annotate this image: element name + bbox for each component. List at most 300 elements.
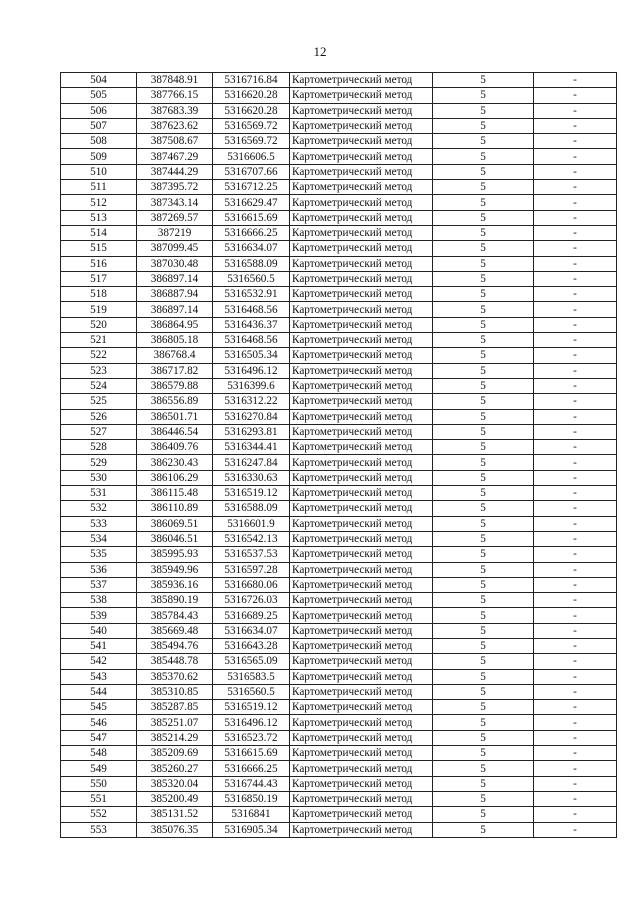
- method-cell: Картометрический метод: [290, 317, 433, 332]
- method-cell: Картометрический метод: [290, 715, 433, 730]
- y-coordinate-cell: 5316666.25: [213, 225, 290, 240]
- accuracy-cell: 5: [433, 486, 534, 501]
- accuracy-cell: 5: [433, 562, 534, 577]
- point-number-cell: 520: [61, 317, 137, 332]
- y-coordinate-cell: 5316436.37: [213, 317, 290, 332]
- coordinates-table: [60, 72, 617, 838]
- method-cell: Картометрический метод: [290, 348, 433, 363]
- y-coordinate-cell: 5316716.84: [213, 73, 290, 88]
- x-coordinate-cell: 386717.82: [137, 363, 213, 378]
- accuracy-cell: 5: [433, 164, 534, 179]
- accuracy-cell: 5: [433, 73, 534, 88]
- method-cell: Картометрический метод: [290, 440, 433, 455]
- table-row: [61, 378, 617, 393]
- accuracy-cell: 5: [433, 669, 534, 684]
- x-coordinate-cell: 386579.88: [137, 378, 213, 393]
- table-row: [61, 516, 617, 531]
- method-cell: Картометрический метод: [290, 103, 433, 118]
- point-number-cell: 536: [61, 562, 137, 577]
- note-cell: -: [534, 715, 617, 730]
- table-row: [61, 776, 617, 791]
- note-cell: -: [534, 118, 617, 133]
- method-cell: Картометрический метод: [290, 501, 433, 516]
- x-coordinate-cell: 386409.76: [137, 440, 213, 455]
- point-number-cell: 509: [61, 149, 137, 164]
- point-number-cell: 534: [61, 531, 137, 546]
- x-coordinate-cell: 386805.18: [137, 333, 213, 348]
- point-number-cell: 524: [61, 378, 137, 393]
- y-coordinate-cell: 5316270.84: [213, 409, 290, 424]
- table-row: [61, 577, 617, 592]
- x-coordinate-cell: 386768.4: [137, 348, 213, 363]
- point-number-cell: 517: [61, 271, 137, 286]
- y-coordinate-cell: 5316519.12: [213, 486, 290, 501]
- table-row: [61, 409, 617, 424]
- x-coordinate-cell: 385076.35: [137, 822, 213, 837]
- accuracy-cell: 5: [433, 684, 534, 699]
- accuracy-cell: 5: [433, 623, 534, 638]
- x-coordinate-cell: 385131.52: [137, 807, 213, 822]
- table-row: [61, 822, 617, 837]
- note-cell: -: [534, 822, 617, 837]
- accuracy-cell: 5: [433, 654, 534, 669]
- method-cell: Картометрический метод: [290, 241, 433, 256]
- table-row: [61, 180, 617, 195]
- note-cell: -: [534, 394, 617, 409]
- accuracy-cell: 5: [433, 378, 534, 393]
- y-coordinate-cell: 5316601.9: [213, 516, 290, 531]
- note-cell: -: [534, 88, 617, 103]
- accuracy-cell: 5: [433, 501, 534, 516]
- note-cell: -: [534, 348, 617, 363]
- point-number-cell: 507: [61, 118, 137, 133]
- method-cell: Картометрический метод: [290, 409, 433, 424]
- accuracy-cell: 5: [433, 807, 534, 822]
- y-coordinate-cell: 5316496.12: [213, 363, 290, 378]
- table-row: [61, 271, 617, 286]
- method-cell: Картометрический метод: [290, 593, 433, 608]
- note-cell: -: [534, 486, 617, 501]
- method-cell: Картометрический метод: [290, 73, 433, 88]
- note-cell: -: [534, 700, 617, 715]
- table-row: [61, 623, 617, 638]
- accuracy-cell: 5: [433, 516, 534, 531]
- table-row: [61, 424, 617, 439]
- method-cell: Картометрический метод: [290, 287, 433, 302]
- accuracy-cell: 5: [433, 210, 534, 225]
- point-number-cell: 552: [61, 807, 137, 822]
- method-cell: Картометрический метод: [290, 470, 433, 485]
- table-row: [61, 195, 617, 210]
- x-coordinate-cell: 387444.29: [137, 164, 213, 179]
- note-cell: -: [534, 256, 617, 271]
- x-coordinate-cell: 385949.96: [137, 562, 213, 577]
- method-cell: Картометрический метод: [290, 118, 433, 133]
- y-coordinate-cell: 5316643.28: [213, 638, 290, 653]
- note-cell: -: [534, 302, 617, 317]
- accuracy-cell: 5: [433, 761, 534, 776]
- point-number-cell: 515: [61, 241, 137, 256]
- y-coordinate-cell: 5316523.72: [213, 730, 290, 745]
- table-row: [61, 164, 617, 179]
- accuracy-cell: 5: [433, 287, 534, 302]
- note-cell: -: [534, 669, 617, 684]
- accuracy-cell: 5: [433, 531, 534, 546]
- method-cell: Картометрический метод: [290, 164, 433, 179]
- point-number-cell: 510: [61, 164, 137, 179]
- y-coordinate-cell: 5316588.09: [213, 501, 290, 516]
- y-coordinate-cell: 5316505.34: [213, 348, 290, 363]
- accuracy-cell: 5: [433, 225, 534, 240]
- method-cell: Картометрический метод: [290, 623, 433, 638]
- point-number-cell: 527: [61, 424, 137, 439]
- method-cell: Картометрический метод: [290, 746, 433, 761]
- y-coordinate-cell: 5316841: [213, 807, 290, 822]
- point-number-cell: 506: [61, 103, 137, 118]
- y-coordinate-cell: 5316712.25: [213, 180, 290, 195]
- point-number-cell: 539: [61, 608, 137, 623]
- point-number-cell: 540: [61, 623, 137, 638]
- y-coordinate-cell: 5316560.5: [213, 684, 290, 699]
- accuracy-cell: 5: [433, 608, 534, 623]
- note-cell: -: [534, 424, 617, 439]
- accuracy-cell: 5: [433, 440, 534, 455]
- accuracy-cell: 5: [433, 424, 534, 439]
- y-coordinate-cell: 5316707.66: [213, 164, 290, 179]
- table-row: [61, 807, 617, 822]
- x-coordinate-cell: 385448.78: [137, 654, 213, 669]
- method-cell: Картометрический метод: [290, 394, 433, 409]
- x-coordinate-cell: 387848.91: [137, 73, 213, 88]
- note-cell: -: [534, 531, 617, 546]
- accuracy-cell: 5: [433, 394, 534, 409]
- y-coordinate-cell: 5316312.22: [213, 394, 290, 409]
- accuracy-cell: 5: [433, 302, 534, 317]
- table-row: [61, 486, 617, 501]
- table-row: [61, 562, 617, 577]
- x-coordinate-cell: 387395.72: [137, 180, 213, 195]
- point-number-cell: 513: [61, 210, 137, 225]
- note-cell: -: [534, 516, 617, 531]
- note-cell: -: [534, 547, 617, 562]
- method-cell: Картометрический метод: [290, 516, 433, 531]
- table-row: [61, 287, 617, 302]
- table-row: [61, 593, 617, 608]
- note-cell: -: [534, 409, 617, 424]
- table-row: [61, 210, 617, 225]
- point-number-cell: 530: [61, 470, 137, 485]
- y-coordinate-cell: 5316247.84: [213, 455, 290, 470]
- x-coordinate-cell: 385200.49: [137, 791, 213, 806]
- method-cell: Картометрический метод: [290, 608, 433, 623]
- table-row: [61, 440, 617, 455]
- point-number-cell: 511: [61, 180, 137, 195]
- y-coordinate-cell: 5316399.6: [213, 378, 290, 393]
- point-number-cell: 516: [61, 256, 137, 271]
- table-row: [61, 317, 617, 332]
- x-coordinate-cell: 387099.45: [137, 241, 213, 256]
- method-cell: Картометрический метод: [290, 424, 433, 439]
- note-cell: -: [534, 317, 617, 332]
- point-number-cell: 547: [61, 730, 137, 745]
- method-cell: Картометрический метод: [290, 791, 433, 806]
- method-cell: Картометрический метод: [290, 302, 433, 317]
- note-cell: -: [534, 746, 617, 761]
- accuracy-cell: 5: [433, 271, 534, 286]
- table-row: [61, 302, 617, 317]
- note-cell: -: [534, 501, 617, 516]
- x-coordinate-cell: 385995.93: [137, 547, 213, 562]
- y-coordinate-cell: 5316519.12: [213, 700, 290, 715]
- x-coordinate-cell: 385494.76: [137, 638, 213, 653]
- y-coordinate-cell: 5316560.5: [213, 271, 290, 286]
- accuracy-cell: 5: [433, 700, 534, 715]
- table-row: [61, 134, 617, 149]
- accuracy-cell: 5: [433, 149, 534, 164]
- point-number-cell: 528: [61, 440, 137, 455]
- method-cell: Картометрический метод: [290, 225, 433, 240]
- note-cell: -: [534, 440, 617, 455]
- table-row: [61, 715, 617, 730]
- note-cell: -: [534, 180, 617, 195]
- note-cell: -: [534, 791, 617, 806]
- method-cell: Картометрический метод: [290, 333, 433, 348]
- accuracy-cell: 5: [433, 822, 534, 837]
- table-row: [61, 73, 617, 88]
- point-number-cell: 532: [61, 501, 137, 516]
- x-coordinate-cell: 385784.43: [137, 608, 213, 623]
- accuracy-cell: 5: [433, 241, 534, 256]
- method-cell: Картометрический метод: [290, 195, 433, 210]
- x-coordinate-cell: 385260.27: [137, 761, 213, 776]
- table-row: [61, 531, 617, 546]
- accuracy-cell: 5: [433, 593, 534, 608]
- x-coordinate-cell: 387683.39: [137, 103, 213, 118]
- table-row: [61, 684, 617, 699]
- accuracy-cell: 5: [433, 134, 534, 149]
- table-row: [61, 608, 617, 623]
- point-number-cell: 522: [61, 348, 137, 363]
- point-number-cell: 553: [61, 822, 137, 837]
- note-cell: -: [534, 164, 617, 179]
- note-cell: -: [534, 73, 617, 88]
- y-coordinate-cell: 5316588.09: [213, 256, 290, 271]
- y-coordinate-cell: 5316629.47: [213, 195, 290, 210]
- point-number-cell: 519: [61, 302, 137, 317]
- method-cell: Картометрический метод: [290, 363, 433, 378]
- accuracy-cell: 5: [433, 791, 534, 806]
- accuracy-cell: 5: [433, 470, 534, 485]
- accuracy-cell: 5: [433, 638, 534, 653]
- point-number-cell: 533: [61, 516, 137, 531]
- method-cell: Картометрический метод: [290, 180, 433, 195]
- point-number-cell: 518: [61, 287, 137, 302]
- accuracy-cell: 5: [433, 547, 534, 562]
- coordinates-table-body: [61, 73, 617, 838]
- y-coordinate-cell: 5316344.41: [213, 440, 290, 455]
- x-coordinate-cell: 386887.94: [137, 287, 213, 302]
- note-cell: -: [534, 638, 617, 653]
- point-number-cell: 538: [61, 593, 137, 608]
- table-row: [61, 103, 617, 118]
- y-coordinate-cell: 5316569.72: [213, 134, 290, 149]
- point-number-cell: 550: [61, 776, 137, 791]
- method-cell: Картометрический метод: [290, 455, 433, 470]
- method-cell: Картометрический метод: [290, 531, 433, 546]
- y-coordinate-cell: 5316680.06: [213, 577, 290, 592]
- x-coordinate-cell: 387766.15: [137, 88, 213, 103]
- point-number-cell: 551: [61, 791, 137, 806]
- note-cell: -: [534, 241, 617, 256]
- accuracy-cell: 5: [433, 577, 534, 592]
- table-row: [61, 761, 617, 776]
- x-coordinate-cell: 385287.85: [137, 700, 213, 715]
- method-cell: Картометрический метод: [290, 577, 433, 592]
- y-coordinate-cell: 5316583.5: [213, 669, 290, 684]
- y-coordinate-cell: 5316905.34: [213, 822, 290, 837]
- point-number-cell: 505: [61, 88, 137, 103]
- note-cell: -: [534, 287, 617, 302]
- note-cell: -: [534, 470, 617, 485]
- point-number-cell: 546: [61, 715, 137, 730]
- point-number-cell: 529: [61, 455, 137, 470]
- x-coordinate-cell: 385936.16: [137, 577, 213, 592]
- point-number-cell: 545: [61, 700, 137, 715]
- method-cell: Картометрический метод: [290, 134, 433, 149]
- point-number-cell: 512: [61, 195, 137, 210]
- x-coordinate-cell: 386106.29: [137, 470, 213, 485]
- accuracy-cell: 5: [433, 317, 534, 332]
- table-row: [61, 654, 617, 669]
- note-cell: -: [534, 684, 617, 699]
- method-cell: Картометрический метод: [290, 638, 433, 653]
- table-row: [61, 225, 617, 240]
- x-coordinate-cell: 387508.67: [137, 134, 213, 149]
- x-coordinate-cell: 385370.62: [137, 669, 213, 684]
- note-cell: -: [534, 593, 617, 608]
- y-coordinate-cell: 5316565.09: [213, 654, 290, 669]
- note-cell: -: [534, 562, 617, 577]
- x-coordinate-cell: 385890.19: [137, 593, 213, 608]
- note-cell: -: [534, 271, 617, 286]
- method-cell: Картометрический метод: [290, 669, 433, 684]
- x-coordinate-cell: 385669.48: [137, 623, 213, 638]
- y-coordinate-cell: 5316620.28: [213, 103, 290, 118]
- accuracy-cell: 5: [433, 409, 534, 424]
- point-number-cell: 521: [61, 333, 137, 348]
- x-coordinate-cell: 386115.48: [137, 486, 213, 501]
- method-cell: Картометрический метод: [290, 700, 433, 715]
- table-row: [61, 118, 617, 133]
- table-row: [61, 256, 617, 271]
- point-number-cell: 526: [61, 409, 137, 424]
- method-cell: Картометрический метод: [290, 149, 433, 164]
- point-number-cell: 514: [61, 225, 137, 240]
- x-coordinate-cell: 386230.43: [137, 455, 213, 470]
- accuracy-cell: 5: [433, 256, 534, 271]
- table-row: [61, 501, 617, 516]
- note-cell: -: [534, 807, 617, 822]
- y-coordinate-cell: 5316293.81: [213, 424, 290, 439]
- x-coordinate-cell: 385209.69: [137, 746, 213, 761]
- y-coordinate-cell: 5316726.03: [213, 593, 290, 608]
- method-cell: Картометрический метод: [290, 88, 433, 103]
- method-cell: Картометрический метод: [290, 654, 433, 669]
- table-row: [61, 638, 617, 653]
- table-row: [61, 669, 617, 684]
- table-row: [61, 363, 617, 378]
- accuracy-cell: 5: [433, 363, 534, 378]
- x-coordinate-cell: 386046.51: [137, 531, 213, 546]
- x-coordinate-cell: 387030.48: [137, 256, 213, 271]
- accuracy-cell: 5: [433, 333, 534, 348]
- point-number-cell: 504: [61, 73, 137, 88]
- y-coordinate-cell: 5316569.72: [213, 118, 290, 133]
- method-cell: Картометрический метод: [290, 684, 433, 699]
- point-number-cell: 541: [61, 638, 137, 653]
- table-row: [61, 470, 617, 485]
- y-coordinate-cell: 5316330.63: [213, 470, 290, 485]
- point-number-cell: 535: [61, 547, 137, 562]
- x-coordinate-cell: 386864.95: [137, 317, 213, 332]
- x-coordinate-cell: 387343.14: [137, 195, 213, 210]
- table-row: [61, 547, 617, 562]
- accuracy-cell: 5: [433, 195, 534, 210]
- method-cell: Картометрический метод: [290, 776, 433, 791]
- note-cell: -: [534, 363, 617, 378]
- x-coordinate-cell: 387623.62: [137, 118, 213, 133]
- accuracy-cell: 5: [433, 180, 534, 195]
- method-cell: Картометрический метод: [290, 761, 433, 776]
- table-row: [61, 333, 617, 348]
- note-cell: -: [534, 761, 617, 776]
- x-coordinate-cell: 386556.89: [137, 394, 213, 409]
- x-coordinate-cell: 386897.14: [137, 271, 213, 286]
- table-row: [61, 149, 617, 164]
- note-cell: -: [534, 654, 617, 669]
- y-coordinate-cell: 5316634.07: [213, 623, 290, 638]
- point-number-cell: 548: [61, 746, 137, 761]
- page-number: 12: [313, 44, 327, 59]
- y-coordinate-cell: 5316468.56: [213, 333, 290, 348]
- accuracy-cell: 5: [433, 348, 534, 363]
- note-cell: -: [534, 608, 617, 623]
- y-coordinate-cell: 5316850.19: [213, 791, 290, 806]
- accuracy-cell: 5: [433, 88, 534, 103]
- accuracy-cell: 5: [433, 776, 534, 791]
- method-cell: Картометрический метод: [290, 547, 433, 562]
- table-row: [61, 746, 617, 761]
- y-coordinate-cell: 5316620.28: [213, 88, 290, 103]
- method-cell: Картометрический метод: [290, 271, 433, 286]
- point-number-cell: 525: [61, 394, 137, 409]
- point-number-cell: 523: [61, 363, 137, 378]
- note-cell: -: [534, 210, 617, 225]
- method-cell: Картометрический метод: [290, 378, 433, 393]
- note-cell: -: [534, 103, 617, 118]
- note-cell: -: [534, 149, 617, 164]
- point-number-cell: 549: [61, 761, 137, 776]
- y-coordinate-cell: 5316468.56: [213, 302, 290, 317]
- table-row: [61, 241, 617, 256]
- point-number-cell: 508: [61, 134, 137, 149]
- y-coordinate-cell: 5316606.5: [213, 149, 290, 164]
- note-cell: -: [534, 730, 617, 745]
- accuracy-cell: 5: [433, 118, 534, 133]
- note-cell: -: [534, 378, 617, 393]
- y-coordinate-cell: 5316634.07: [213, 241, 290, 256]
- table-row: [61, 348, 617, 363]
